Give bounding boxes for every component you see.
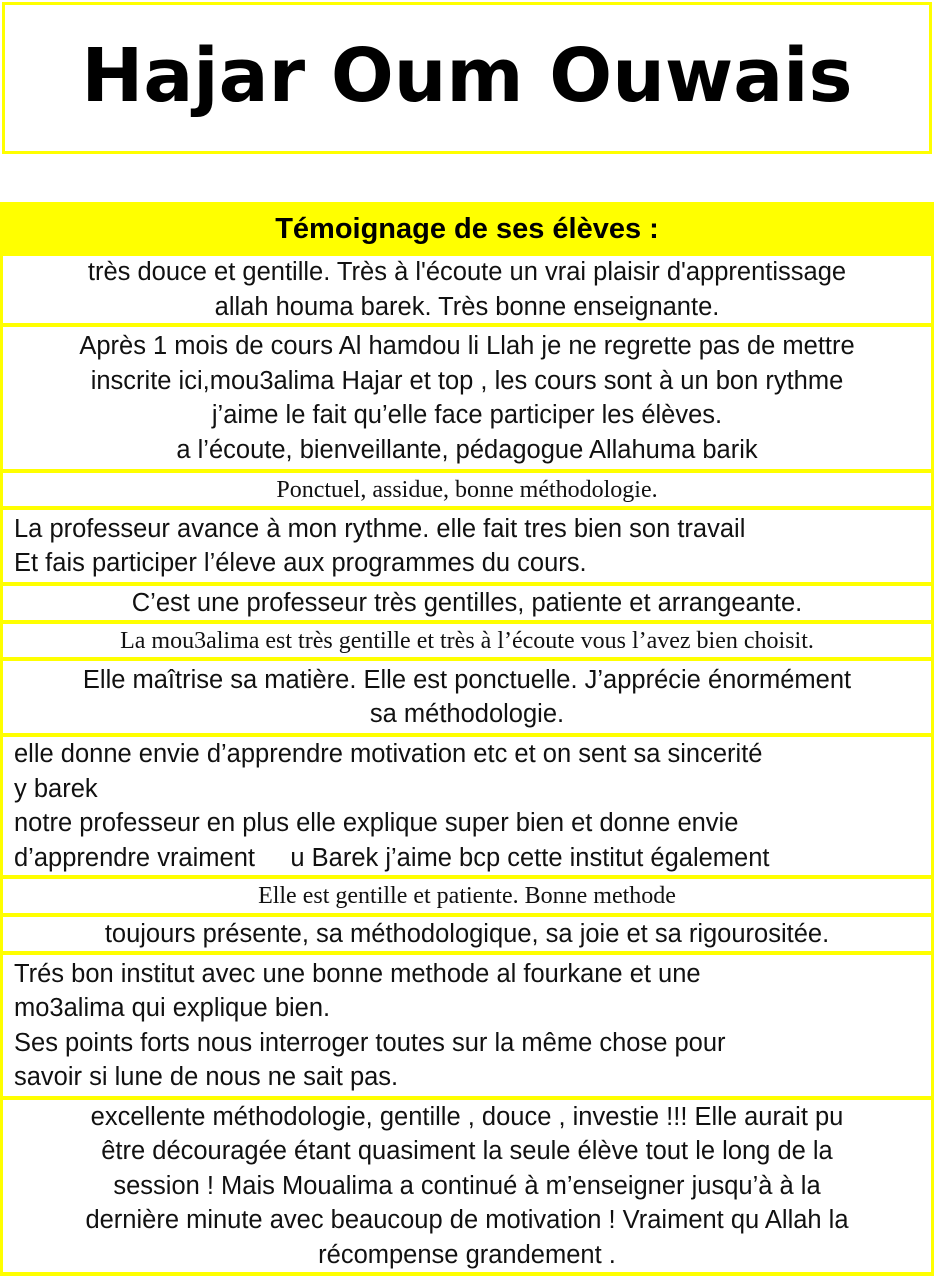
testimonial-line: très douce et gentille. Très à l'écoute un vrai plaisir d'apprentissage	[87, 258, 847, 286]
testimonial-line: La professeur avance à mon rythme. elle fait tres bien son travail	[14, 514, 746, 543]
testimonial-row	[0, 473, 934, 510]
testimonial-row	[0, 879, 934, 917]
testimonial-line: C’est une professeur très gentilles, patiente et arrangeante.	[131, 588, 803, 617]
testimonial-row	[0, 1100, 934, 1276]
testimonial-row	[0, 510, 934, 586]
testimonial-line: Après 1 mois de cours Al hamdou li Llah je ne regrette pas de mettre	[79, 332, 855, 360]
testimonial-row	[0, 955, 934, 1100]
testimonial-row	[0, 327, 934, 473]
testimonial-line: allah houma barek. Très bonne enseignante.	[214, 292, 720, 321]
testimonial-line: Ses points forts nous interroger toutes sur la même chose pour	[14, 1028, 726, 1057]
testimonial-line: toujours présente, sa méthodologique, sa joie et sa rigourositée.	[104, 919, 830, 948]
testimonial-row	[0, 737, 934, 879]
testimonial-row	[0, 256, 934, 327]
testimonial-line: excellente méthodologie, gentille , douce , investie !!! Elle aurait pu	[90, 1102, 844, 1131]
testimonial-row	[0, 917, 934, 955]
testimonial-line: sa méthodologie.	[369, 700, 565, 728]
testimonial-line: Trés bon institut avec une bonne methode al fourkane et une	[14, 959, 701, 988]
testimonial-line: notre professeur en plus elle explique super bien et donne envie	[14, 809, 739, 837]
testimonial-line: elle donne envie d’apprendre motivation etc et on sent sa sincerité	[14, 740, 763, 768]
title-box	[2, 2, 932, 154]
testimonial-line: Ponctuel, assidue, bonne méthodologie.	[276, 476, 658, 503]
table-header	[0, 202, 934, 256]
testimonial-line: d’apprendre vraiment u Barek j’aime bcp cette institut également	[14, 843, 770, 872]
testimonial-line: dernière minute avec beaucoup de motivation ! Vraiment qu Allah la	[85, 1206, 849, 1235]
testimonials-table	[0, 202, 934, 1276]
testimonial-line: savoir si lune de nous ne sait pas.	[14, 1063, 399, 1091]
testimonial-line: Elle maîtrise sa matière. Elle est ponctuelle. J’apprécie énormément	[82, 665, 852, 694]
testimonial-line: inscrite ici,mou3alima Hajar et top , les cours sont à un bon rythme	[90, 366, 844, 395]
testimonial-line: a l’écoute, bienveillante, pédagogue Allahuma barik	[176, 435, 758, 464]
table-header-text: Témoignage de ses élèves :	[275, 212, 659, 245]
testimonial-line: être découragée étant quasiment la seule élève tout le long de la	[101, 1137, 833, 1166]
testimonial-line: y barek	[14, 774, 98, 803]
testimonial-row	[0, 624, 934, 661]
testimonial-line: j’aime le fait qu’elle face participer les élèves.	[211, 401, 723, 429]
testimonial-line: récompense grandement .	[318, 1240, 616, 1269]
testimonial-line: Elle est gentille et patiente. Bonne methode	[258, 883, 676, 909]
testimonial-line: mo3alima qui explique bien.	[14, 994, 331, 1022]
testimonial-line: session ! Mais Moualima a continué à m’enseigner jusqu’à à la	[113, 1171, 821, 1200]
testimonial-line: La mou3alima est très gentille et très à l’écoute vous l’avez bien choisit.	[120, 627, 814, 654]
testimonial-row	[0, 586, 934, 624]
testimonial-row	[0, 661, 934, 737]
page-title: Hajar Oum Ouwais	[81, 33, 853, 119]
testimonial-line: Et fais participer l’éleve aux programmes du cours.	[14, 549, 587, 577]
